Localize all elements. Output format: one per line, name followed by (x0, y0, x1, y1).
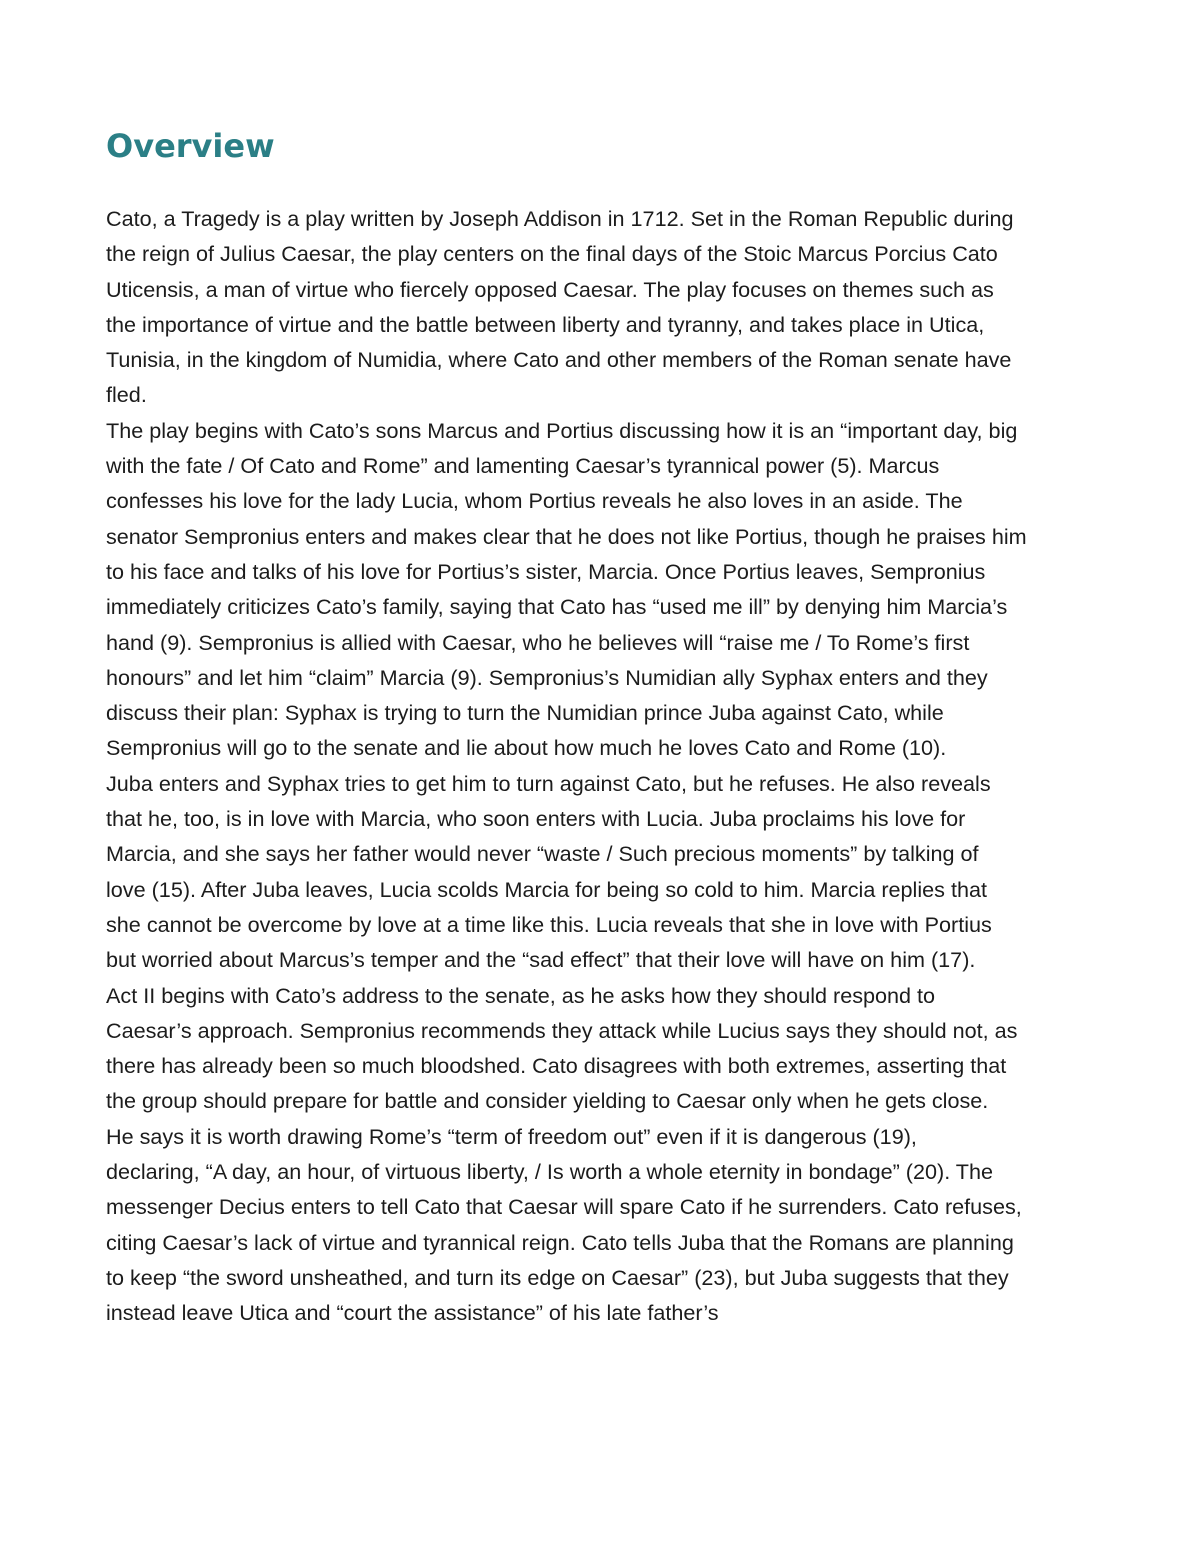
text-line: confesses his love for the lady Lucia, whom Portius reveals he also loves in an aside. The (106, 488, 963, 514)
text-line: Marcia, and she says her father would never “waste / Such precious moments” by talking of (106, 841, 979, 867)
text-line: instead leave Utica and “court the assistance” of his late father’s (106, 1300, 719, 1326)
text-line: messenger Decius enters to tell Cato that Caesar will spare Cato if he surrenders. Cato refuses, (106, 1194, 1022, 1220)
section-heading: Overview (106, 127, 275, 165)
text-line: to keep “the sword unsheathed, and turn its edge on Caesar” (23), but Juba suggests that they (106, 1264, 1009, 1290)
text-line: Cato, a Tragedy is a play written by Joseph Addison in 1712. Set in the Roman Republic during (106, 206, 1014, 231)
text-line: Tunisia, in the kingdom of Numidia, where Cato and other members of the Roman senate have (106, 347, 1012, 373)
text-line: the reign of Julius Caesar, the play centers on the final days of the Stoic Marcus Porcius Cato (106, 241, 998, 267)
text-line: to his face and talks of his love for Portius’s sister, Marcia. Once Portius leaves, Sempronius (106, 558, 986, 584)
text-line: with the fate / Of Cato and Rome” and lamenting Caesar’s tyrannical power (5). Marcus (106, 453, 940, 479)
text-line: Act II begins with Cato’s address to the senate, as he asks how they should respond to (106, 982, 936, 1008)
text-line: He says it is worth drawing Rome’s “term of freedom out” even if it is dangerous (19), (106, 1123, 917, 1149)
text-line: that he, too, is in love with Marcia, who soon enters with Lucia. Juba proclaims his love for (106, 806, 966, 832)
text-line: declaring, “A day, an hour, of virtuous liberty, / Is worth a whole eternity in bondage” (20). The (106, 1159, 994, 1185)
text-line: Sempronius will go to the senate and lie about how much he loves Cato and Rome (10). (106, 735, 947, 761)
text-line: discuss their plan: Syphax is trying to turn the Numidian prince Juba against Cato, while (106, 700, 944, 726)
text-line: but worried about Marcus’s temper and the “sad effect” that their love will have on him (17). (106, 947, 976, 973)
text-line: Juba enters and Syphax tries to get him to turn against Cato, but he refuses. He also reveals (106, 770, 991, 796)
text-line: love (15). After Juba leaves, Lucia scolds Marcia for being so cold to him. Marcia replies that (106, 876, 987, 902)
text-line: she cannot be overcome by love at a time like this. Lucia reveals that she in love with Portius (106, 911, 992, 937)
text-line: The play begins with Cato’s sons Marcus and Portius discussing how it is an “important day, big (106, 417, 1018, 443)
body-text (106, 201, 1116, 1331)
text-line: fled. (106, 382, 147, 408)
text-line: Caesar’s approach. Sempronius recommends they attack while Lucius says they should not, as (106, 1017, 1018, 1043)
text-line: immediately criticizes Cato’s family, saying that Cato has “used me ill” by denying him Marcia’s (106, 594, 1008, 620)
text-line: honours” and let him “claim” Marcia (9). Sempronius’s Numidian ally Syphax enters and they (106, 664, 988, 690)
text-line: Uticensis, a man of virtue who fiercely opposed Caesar. The play focuses on themes such as (106, 276, 994, 302)
text-line: senator Sempronius enters and makes clear that he does not like Portius, though he praises him (106, 523, 1027, 549)
text-line: the importance of virtue and the battle between liberty and tyranny, and takes place in Utica, (106, 311, 985, 337)
text-line: there has already been so much bloodshed. Cato disagrees with both extremes, asserting that (106, 1053, 1007, 1079)
text-line: hand (9). Sempronius is allied with Caesar, who he believes will “raise me / To Rome’s first (106, 629, 970, 655)
text-line: the group should prepare for battle and consider yielding to Caesar only when he gets close. (106, 1088, 989, 1114)
text-line: citing Caesar’s lack of virtue and tyrannical reign. Cato tells Juba that the Romans are planning (106, 1229, 1014, 1255)
